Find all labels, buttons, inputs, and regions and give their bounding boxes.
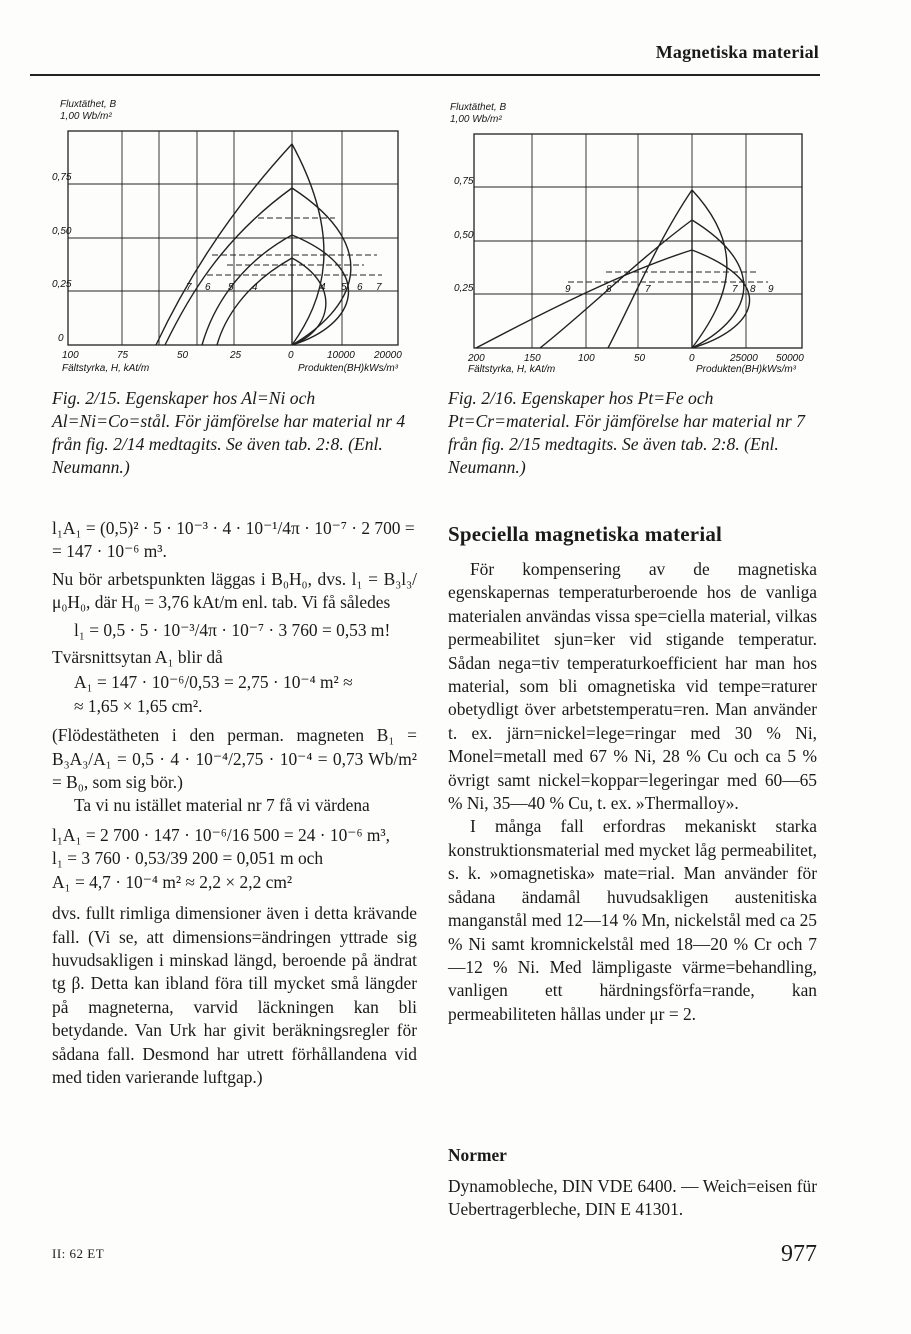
fig1-curve-label: 7 [376, 282, 382, 293]
fig1-curve-7-left [156, 144, 292, 345]
fig1-curve-label: 7 [186, 282, 192, 293]
figure-2-16 [448, 100, 820, 380]
fig2-curve-label: 8 [750, 284, 756, 295]
fig2-xtick-label: 0 [689, 353, 695, 364]
header-rule [30, 74, 820, 76]
fig2-xtick-label: 25000 [730, 353, 758, 364]
fig2-xtick-label: 150 [524, 353, 541, 364]
paragraph: I många fall erfordras mekaniskt starka konstruktionsmaterial med mycket låg permeabilitet, s. k. »omagnetiska» mate=rial. Man använder för sådana ändamål huvudsakligen austenitiska manganstål med 12—14 % Mn, nickelstål med ca 25 % Ni samt kromnickelstål med 18—20 % Cr och 7—12 % Ni. Med lämpligaste värme=behandling, vanligen ett härdningsförfa=rande, kan permeabiliteten hållas under μr = 2. [448, 816, 817, 1024]
fig1-curve-5-left [202, 235, 292, 345]
fig1-ytick-label: 0,75 [52, 172, 72, 183]
fig1-ytick-label: 0 [58, 333, 64, 344]
formula-4: A₁ = 147 · 10⁻⁶/0,53 = 2,75 · 10⁻⁴ m² ≈ [74, 672, 353, 693]
fig1-xtick-label: 50 [177, 350, 189, 361]
page-number: 977 [781, 1241, 817, 1267]
fig2-ylabel-1: Fluxtäthet, B [450, 102, 507, 113]
formula-5: ≈ 1,65 × 1,65 cm². [74, 695, 203, 716]
fig2-curve-8-left [540, 220, 692, 348]
subsection-title: Normer [448, 1145, 507, 1165]
fig2-curve-label: 9 [768, 284, 774, 295]
figure-2-15 [52, 100, 417, 385]
fig1-curve-6-left [165, 188, 292, 345]
fig2-ylabel-2: 1,00 Wb/m² [450, 114, 502, 125]
fig2-curve-label: 7 [645, 284, 651, 295]
formula-8: A₁ = 4,7 · 10⁻⁴ m² ≈ 2,2 × 2,2 cm² [52, 871, 293, 892]
formula-3: l₁ = 0,5 · 5 · 10⁻³/4π · 10⁻⁷ · 3 760 = 0,53 m! [74, 619, 391, 640]
fig2-xtick-label: 100 [578, 353, 595, 364]
formula-1: l₁A₁ = (0,5)² · 5 · 10⁻³ · 4 · 10⁻¹/4π · 10⁻⁷ · 2 700 = [52, 518, 415, 538]
paragraph: Ta vi nu istället material nr 7 få vi värdena [74, 795, 370, 816]
fig2-xlabel-left: Fältstyrka, H, kAt/m [468, 364, 556, 375]
fig1-xlabel-right: Produkten(BH)kWs/m³ [298, 363, 399, 374]
fig2-chart [448, 100, 820, 380]
fig2-xtick-label: 50 [634, 353, 646, 364]
fig2-ytick-label: 0,75 [454, 176, 474, 187]
fig1-xtick-label: 0 [288, 350, 294, 361]
fig2-curve-label: 8 [606, 284, 612, 295]
running-head: Magnetiska material [655, 42, 819, 62]
fig1-xtick-label: 100 [62, 350, 79, 361]
formula-2: = 147 · 10⁻⁶ m³. [52, 541, 167, 562]
fig2-curve-7-right [692, 190, 727, 348]
paragraph: För kompensering av de magnetiska egenskapernas temperaturberoende hos de vanliga materialen användas vissa spe=ciella material, vilkas permeabilitet sjun=ker vid stigande temperatur. Sådan nega=tiv temperaturkoefficient har man hos material, som bli omagnetiska vid tempe=raturer obetydligt över arbetstemperatu=ren. Man använder t. ex. järn=nickel=lege=ringar med 30 % Ni, Monel=metall med 67 % Ni, 28 % Cu och ca 5 % övrigt samt nickel=koppar=legeringar med 60—65 % Ni, 35—40 % Cu, t. ex. »Thermalloy». [448, 559, 817, 814]
fig1-curve-label: 5 [341, 282, 347, 293]
fig1-ytick-label: 0,25 [52, 279, 72, 290]
fig1-curve-label: 5 [228, 282, 234, 293]
fig1-chart [52, 100, 417, 385]
paragraph: (Flödestätheten i den perman. magneten B₁ = B₃A₃/A₁ = 0,5 · 4 · 10⁻⁴/2,75 · 10⁻⁴ = 0,73 Wb/m² = B₀, som sig bör.) [52, 725, 417, 793]
fig1-ytick-label: 0,50 [52, 226, 72, 237]
paragraph: Nu bör arbetspunkten läggas i B₀H₀, dvs. l₁ = B₃l₃/μ₀H₀, där H₀ = 3,76 kAt/m enl. tab. Vi få således [52, 568, 417, 613]
fig1-xtick-label: 25 [230, 350, 242, 361]
paragraph: dvs. fullt rimliga dimensioner även i detta krävande fall. (Vi se, att dimensions=ändringen yttrade sig huvudsakligen i minskad längd, beroende på ändrat tg β. Detta kan ibland föra till mycket små längder på magneterna, varvid läckningen kan bli betydande. Van Urk har givit beräkningsregler för sådana fall. Desmond har utrett förhållandena vid med tiden varierande luftgap.) [52, 903, 417, 1087]
section-title: Speciella magnetiska material [448, 522, 723, 546]
fig2-curve-9-left [476, 250, 692, 348]
fig1-ylabel-2: 1,00 Wb/m² [60, 111, 112, 122]
fig2-curve-label: 7 [732, 284, 738, 295]
fig1-curve-4-left [217, 258, 292, 345]
footer-signature: II: 62 ET [52, 1246, 105, 1261]
fig2-curve-label: 9 [565, 284, 571, 295]
fig2-ytick-label: 0,50 [454, 230, 474, 241]
fig1-xtick-label: 20000 [374, 350, 402, 361]
paragraph: Dynamobleche, DIN VDE 6400. — Weich=eisen für Uebertragerbleche, DIN E 41301. [448, 1176, 817, 1220]
fig2-xlabel-right: Produkten(BH)kWs/m³ [696, 364, 797, 375]
fig2-curve-7-left [608, 190, 692, 348]
fig1-curve-label: 6 [205, 282, 211, 293]
fig1-curve-label: 4 [252, 282, 258, 293]
fig2-caption: Fig. 2/16. Egenskaper hos Pt=Fe och Pt=Cr=material. För jämförelse har material nr 7 från fig. 2/15 medtagits. Se även tab. 2:8. (Enl. Neumann.) [448, 388, 805, 477]
fig2-ytick-label: 0,25 [454, 283, 474, 294]
fig1-xlabel-left: Fältstyrka, H, kAt/m [62, 363, 150, 374]
fig1-xtick-label: 75 [117, 350, 129, 361]
fig1-caption: Fig. 2/15. Egenskaper hos Al=Ni och Al=Ni=Co=stål. För jämförelse har material nr 4 från fig. 2/14 medtagits. Se även tab. 2:8. (Enl. Neumann.) [52, 388, 406, 477]
fig1-xtick-label: 10000 [327, 350, 355, 361]
fig2-xtick-label: 200 [468, 353, 485, 364]
fig1-curve-7-right [292, 144, 324, 345]
fig1-curve-label: 4 [320, 282, 326, 293]
formula-7: l₁ = 3 760 · 0,53/39 200 = 0,051 m och [52, 848, 324, 869]
fig1-curve-label: 6 [357, 282, 363, 293]
fig1-ylabel-1: Fluxtäthet, B [60, 99, 117, 110]
right-column [448, 558, 817, 1026]
fig2-xtick-label: 50000 [776, 353, 804, 364]
paragraph: Tvärsnittsytan A₁ blir då [52, 647, 223, 668]
left-column [52, 517, 417, 1089]
formula-6: l₁A₁ = 2 700 · 147 · 10⁻⁶/16 500 = 24 · 10⁻⁶ m³, [52, 824, 390, 845]
